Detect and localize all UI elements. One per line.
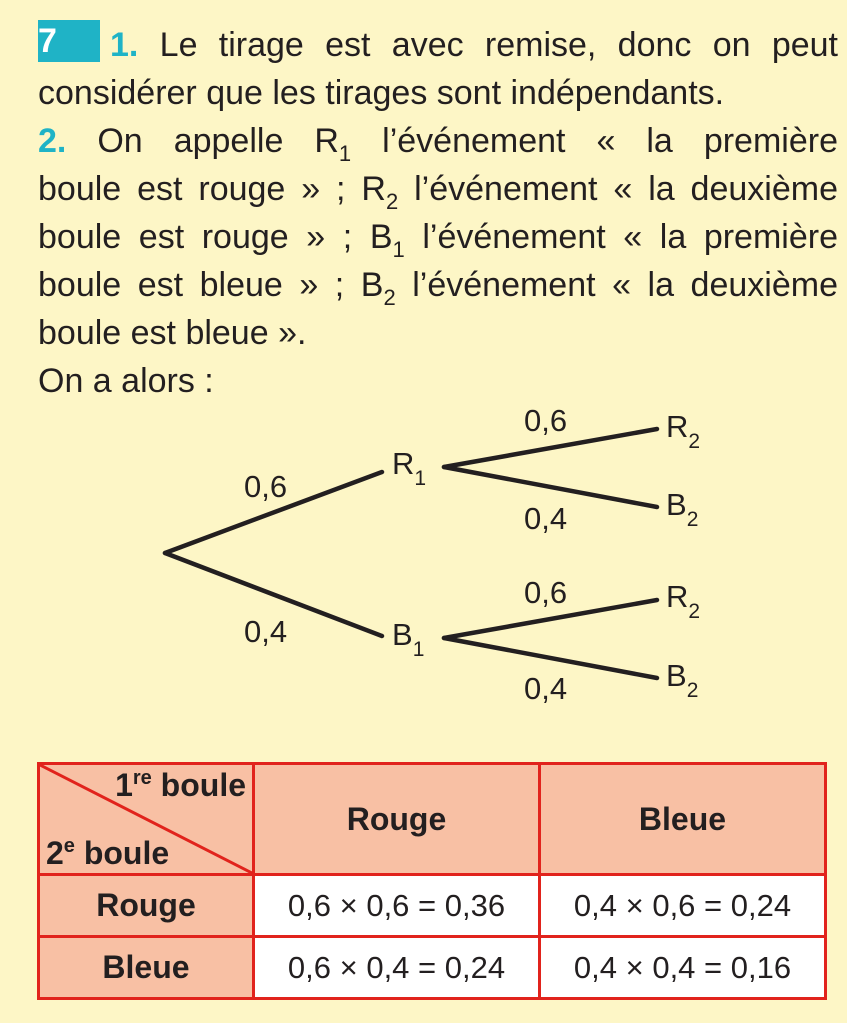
- table-corner-cell: [39, 764, 254, 875]
- corner-second-ball-label: 2e boule: [46, 835, 170, 871]
- prob-b1-b2: 0,4: [524, 671, 568, 706]
- row-header-rouge: Rouge: [39, 875, 254, 937]
- prob-b1-r2: 0,6: [524, 575, 568, 610]
- col-header-bleue: Bleue: [540, 764, 826, 875]
- question-2-line-2: boule est rouge » ; $R_2$ l’événement « la deuxième: [38, 170, 838, 214]
- question-2-line-5: boule est bleue ».: [38, 314, 307, 352]
- row-header-bleue: Bleue: [39, 937, 254, 999]
- table-row: [39, 937, 826, 999]
- leaf-b2-bottom: $B_2$: [666, 658, 699, 702]
- leaf-r2-top: $R_2$: [666, 409, 701, 453]
- probability-table: [37, 762, 827, 1000]
- leaf-b2-top: $B_2$: [666, 487, 699, 531]
- question-2-number: 2.: [38, 122, 67, 160]
- node-b1: $B_1$: [392, 617, 425, 661]
- prob-r1-b2: 0,4: [524, 501, 568, 536]
- question-2-line-3: boule est rouge » ; $B_1$ l’événement « la première: [38, 218, 838, 262]
- exercise-number-badge: 7: [38, 20, 100, 62]
- intro-text: On a alors :: [38, 362, 214, 400]
- corner-first-ball-label: 1re boule: [115, 767, 246, 803]
- col-header-rouge: Rouge: [254, 764, 540, 875]
- table-header-row: [39, 764, 826, 875]
- question-2-line-4: boule est bleue » ; $B_2$ l’événement « la deuxième: [38, 266, 838, 310]
- question-1-text: Le tirage est avec remise, donc on peut: [159, 26, 838, 64]
- cell-rouge-bleue: 0,4 × 0,6 = 0,24: [540, 875, 826, 937]
- cell-bleue-rouge: 0,6 × 0,4 = 0,24: [254, 937, 540, 999]
- prob-root-r1: 0,6: [244, 469, 288, 504]
- question-1-line-2: considérer que les tirages sont indépendants.: [38, 74, 725, 112]
- cell-rouge-rouge: 0,6 × 0,6 = 0,36: [254, 875, 540, 937]
- cell-bleue-bleue: 0,4 × 0,4 = 0,16: [540, 937, 826, 999]
- prob-r1-r2: 0,6: [524, 403, 568, 438]
- question-2-line-1: 2. On appelle $R_1$ l’événement « la première: [38, 122, 838, 166]
- prob-root-b1: 0,4: [244, 614, 288, 649]
- table-row: [39, 875, 826, 937]
- question-1-number: 1.: [110, 26, 139, 64]
- leaf-r2-bottom: $R_2$: [666, 579, 701, 623]
- node-r1: $R_1$: [392, 446, 427, 490]
